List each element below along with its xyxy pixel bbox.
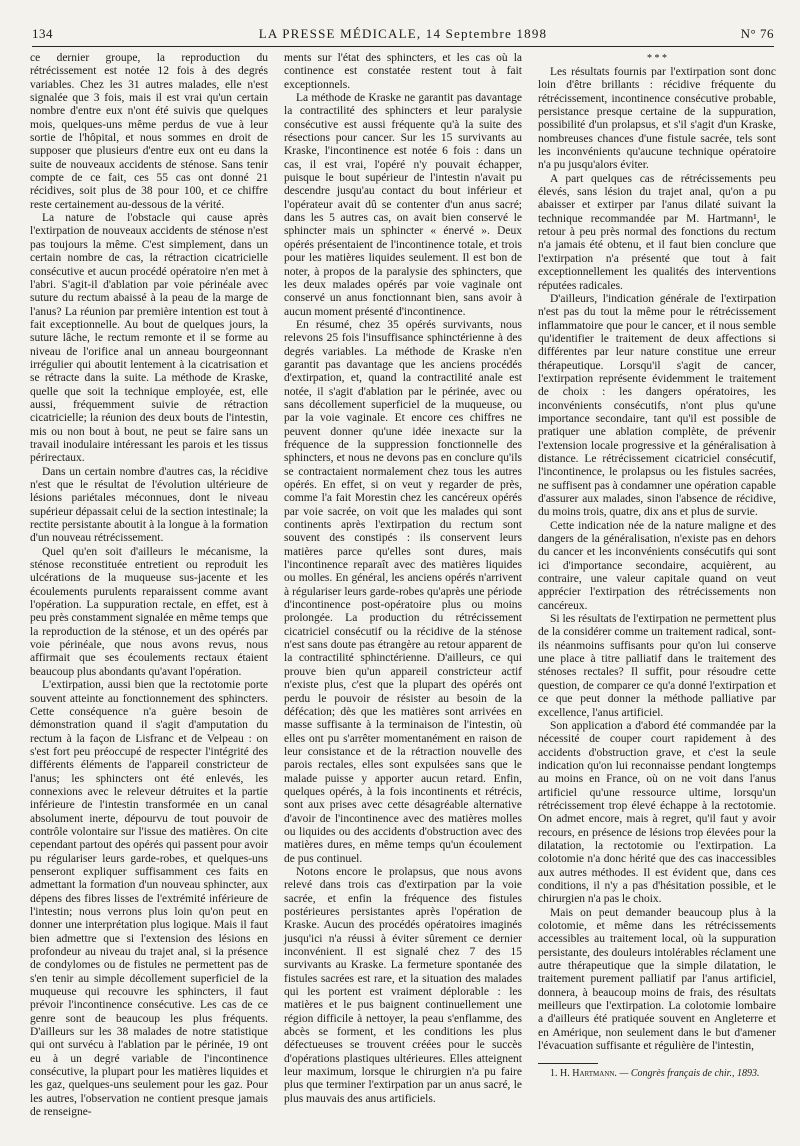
- text-column-left: [30, 52, 268, 1119]
- footnote-marker: 1. H.: [550, 1068, 570, 1080]
- paragraph: En résumé, chez 35 opérés survivants, nous relevons 25 fois l'insuffisance sphinctérienne à des degrés variables. La méthode de Kraske n'en garantit pas davantage que les anciens procédés d'extirpation, et, quand la contractilité anale est notée, il s'agit d'ablation par le périnée, avec ou sans décollement superficiel de la muqueuse, ou par la voie vaginale. Et encore ces chiffres ne peuvent donner qu'une idée inexacte sur la fréquence de la suppression fonctionnelle des sphincters, et nous ne devons pas en conclure qu'ils se contractaient normalement chez tous les autres opérés. En effet, si on veut y regarder de près, comme l'a fait Morestin chez les cancéreux opérés par voie sacrée, on voit que les malades qui sont continents après l'extirpation du rectum sont souvent des constipés : ils conservent leurs matières parce qu'elles sont dures, mais l'incontinence reparaît avec des matières liquides ou molles. En général, les anciens opérés n'arrivent à régulariser leurs garde-robes qu'après une période d'incontinence post-opératoire plus ou moins prolongée. La production du rétrécissement cicatriciel consécutif ou la récidive de la sténose n'est sans doute pas étrangère au retour apparent de la contractilité sphinctérienne. D'ailleurs, ce qui prouve bien qu'un appareil constricteur actif n'existe plus, c'est que la plupart des opérés ont perdu le pouvoir de résister au besoin de la défécation; dès que les matières sont arrivées en masse suffisante à la terminaison de l'intestin, où elles ont pu s'arrêter momentanément en raison de leur consistance et de la rétraction nouvelle des parois rectales, elles sont expulsées sans que le malade puisse y apporter aucun retard. Enfin, quelques opérés, à la fois incontinents et rétrécis, sont aux prises avec cette désagréable alternative d'avoir de l'incontinence avec des matières molles ou liquides ou des accidents d'obstruction avec des matières dures, en même temps qu'un écoulement de pus continuel.: [284, 318, 522, 865]
- journal-title: LA PRESSE MÉDICALE, 14 Septembre 1898: [258, 26, 548, 41]
- footnote-author: Hartmann.: [572, 1068, 617, 1080]
- paragraph: ce dernier groupe, la reproduction du rétrécissement est notée 12 fois à des degrés variables. Chez les 31 autres malades, elle n'est signalée que 3 fois, mais il est vrai qu'un certain nombre d'entre eux n'ont été suivis que quelques mois, quelques-uns même perdus de vue à leur sortie de l'hôpital, et nous sommes en droit de supposer que plusieurs d'entre eux ont eu dans la suite de nouveaux accidents de sténose. Sans tenir compte de ce fait, ces 55 cas ont donné 21 récidives, soit plus de 38 pour 100, et ce chiffre reste certainement au-dessous de la vérité.: [30, 52, 268, 211]
- section-asterism: * * *: [647, 53, 667, 64]
- footnote-reference: — Congrès français de chir., 1893.: [619, 1068, 760, 1080]
- paragraph: Quel qu'en soit d'ailleurs le mécanisme, la sténose reconstituée entretient ou reproduit les ulcérations de la muqueuse sus-jacente et les écoulements purulents reparaissent comme avant l'opération. La suppuration rectale, en effet, est à peu près constamment signalée en même temps que la reproduction de la sténose, et un des opérés par voie périnéale, que nous avons revus, nous affirmait que ses écoulements rectaux étaient beaucoup plus abondants qu'avant l'opération.: [30, 545, 268, 678]
- paragraph: ments sur l'état des sphincters, et les cas où la continence est constatée restent tout à fait exceptionnels.: [284, 52, 522, 91]
- paragraph: Cette indication née de la nature maligne et des dangers de la généralisation, n'existe pas en dehors du cancer et les inconvénients consécutifs qui sont ici d'importance secondaire, acquièrent, au contraire, une valeur capitale quand on veut apprécier l'extirpation des rétrécissements non cancéreux.: [538, 519, 776, 612]
- footnote: [538, 1068, 776, 1080]
- paragraph: Si les résultats de l'extirpation ne permettent plus de la considérer comme un traitement radical, sont-ils néanmoins suffisants pour qu'on lui conserve une place à titre palliatif dans le traitement des sténoses rectales? Il suffit, pour résoudre cette question, de comparer ce qu'a donné l'extirpation et ce que peut donner la méthode palliative par excellence, l'anus artificiel.: [538, 613, 776, 719]
- paragraph: A part quelques cas de rétrécissements peu élevés, sans lésion du trajet anal, qu'on a pu abaisser et extirper par l'anus dilaté suivant la technique recommandée par M. Hartmann¹, le retour à peu près normal des fonctions du rectum n'a jamais été obtenu, et il faut bien conclure que l'extirpation n'a présenté que tout à fait exceptionnellement les qualités des interventions réputées radicales.: [538, 172, 776, 292]
- paragraph: Les résultats fournis par l'extirpation sont donc loin d'être brillants : récidive fréquente du rétrécissement, incontinence consécutive probable, persistance presque certaine de la suppuration, possibilité d'un prolapsus, et s'il s'agit d'un Kraske, nombreuses chances d'une fistule sacrée, tels sont les inconvénients qu'aucune technique opératoire n'a pu jusqu'alors éviter.: [538, 66, 776, 172]
- running-header: [32, 24, 774, 47]
- text-column-middle: [284, 52, 522, 1112]
- paragraph: Notons encore le prolapsus, que nous avons relevé dans trois cas d'extirpation par la voie sacrée, et enfin la fréquence des fistules postérieures persistantes après l'opération de Kraske. Aucun des procédés opératoires imaginés jusqu'ici n'a réussi à éviter sûrement ce dernier inconvénient. Il est signalé chez 7 des 15 survivants au Kraske. La fermeture spontanée des fistules sacrées est rare, et la situation des malades qui les portent est vraiment déplorable : les matières et le pus baignent continuellement une région difficile à nettoyer, la peau s'enflamme, des abcès se forment, et les conditions les plus défectueuses se trouvent créées pour le succès d'opérations plastiques ultérieures. Elles atteignent leur maximum, lorsque le chirurgien n'a pu faire plus que terminer l'extirpation par un anus sacré, le plus mauvais des anus artificiels.: [284, 865, 522, 1105]
- paragraph: La nature de l'obstacle qui cause après l'extirpation de nouveaux accidents de sténose n'est pas toujours la même. C'est simplement, dans un certain nombre de cas, la rétraction cicatricielle consécutive et aucun procédé opératoire n'en met à l'abri. S'agit-il d'ablation par voie périnéale avec suture du rectum abaissé à la peau de la marge de l'anus? La réunion par première intention est tout à fait exceptionnelle. Au bout de quelques jours, la suture lâche, le rectum remonte et il se forme au niveau de l'orifice anal un anneau bourgeonnant irrégulier qui aboutit lentement à la cicatrisation et se rétracte dans la suite. La méthode de Kraske, quelle que soit la technique employée, est, elle aussi, fréquemment suivie de rétraction cicatricielle; la réunion des deux bouts de l'intestin, mis ou non bout à bout, ne peut se faire sans un travail inodulaire intéressant les parois et les tissus périrectaux.: [30, 212, 268, 465]
- paragraph: La méthode de Kraske ne garantit pas davantage la contractilité des sphincters et leur paralysie consécutive est aussi fréquente qu'à la suite des résections pour cancer. Sur les 15 survivants au Kraske, l'incontinence est notée 6 fois : dans un cas, il est vrai, l'opéré n'y pouvait échapper, puisque le bout supérieur de l'intestin n'avait pu descendre jusqu'au contact du bout inférieur et l'opérateur avait dû se contenter d'un anus sacré; dans les 5 autres cas, on avait bien conservé le sphincter mais un sphincter « énervé ». Deux opérés présentaient de l'incontinence totale, et trois pour les matières liquides seulement. Il est bon de noter, à propos de la paralysie des sphincters, que les deux malades opérés par voie vaginale ont conservé un anus fonctionnant bien, sans avoir à aucun moment présenté d'incontinence.: [284, 92, 522, 318]
- text-column-right: [538, 52, 776, 1112]
- issue-number: N° 76: [740, 26, 774, 41]
- paragraph: Dans un certain nombre d'autres cas, la récidive n'est que le résultat de l'évolution ultérieure de lésions pariétales méconnues, dont le niveau supérieur dépassait celui de la section intestinale; la rectite persistante aboutit à la longue à la formation d'un nouveau rétrécissement.: [30, 465, 268, 545]
- paragraph: Mais on peut demander beaucoup plus à la colotomie, et même dans les rétrécissements accessibles au traitement local, où la suppuration persistante, des douleurs intolérables réclament une autre thérapeutique que la simple dilatation, le traitement purement palliatif par l'anus artificiel, donnera, à beaucoup moins de frais, des résultats meilleurs que l'extirpation. La colotomie lombaire a d'ailleurs été pratiquée souvent en Angleterre et en Amérique, non seulement dans le but d'amener l'évacuation suffisante et régulière de l'intestin,: [538, 906, 776, 1053]
- footnote-rule: [538, 1063, 598, 1064]
- page-number: 134: [32, 26, 53, 41]
- paragraph: D'ailleurs, l'indication générale de l'extirpation n'est pas du tout la même pour le rétrécissement inflammatoire que pour le cancer, et il nous semble qu'identifier le traitement de deux affections si différentes par leur nature constitue une erreur thérapeutique. Lorsqu'il s'agit de cancer, l'extirpation représente évidemment le traitement de choix : les dangers opératoires, les inconvénients consécutifs, n'ont plus qu'une importance secondaire, tant qu'il est possible de pratiquer une ablation complète, de prévenir l'extension locale progressive et la généralisation à distance. Le rétrécissement cicatriciel consécutif, l'incontinence, le prolapsus ou les fistules sacrées, ne suffisent pas à condamner une opération capable d'assurer aux malades, sinon l'absence de récidive, du moins trois, quatre, dix ans et plus de survie.: [538, 292, 776, 519]
- paragraph: L'extirpation, aussi bien que la rectotomie porte souvent atteinte au fonctionnement des sphincters. Cette conséquence n'a guère besoin de démonstration quand il s'agit d'amputation du rectum à la façon de Lisfranc et de Velpeau : on s'est fort peu préoccupé de respecter l'intégrité des différents éléments de l'appareil constricteur de l'anus; les sphincters ont été enlevés, les connexions avec le releveur détruites et la partie inférieure de l'intestin transformée en un canal absolument inerte, dépourvu de tout pouvoir de contrôle volontaire sur l'issue des matières. On cite cependant partout des opérés qui passent pour avoir pu régulariser leurs garde-robes, et quelques-uns penseront expliquer suffisamment ces faits en admettant la formation d'un nouveau sphincter, aux dépens des fibres lisses de l'extrémité inférieure de l'intestin; nous verrons plus loin qu'on peut en donner une interprétation plus logique. Mais il faut bien admettre que si l'extension des lésions en profondeur au niveau du trajet anal, si la présence de condylomes ou de fistules ne permettent pas de s'en tenir au simple décollement superficiel de la muqueuse qui recouvre les sphincters, il faut prévoir l'incontinence consécutive. Les cas de ce genre sont de beaucoup les plus fréquents. D'ailleurs sur les 38 malades de notre statistique qui ont survécu à l'ablation par le périnée, 19 ont eu à un degré variable de l'incontinence consécutive, la plupart pour les matières liquides et les gaz, quelques-uns seulement pour les gaz. Pour les autres, l'observation ne contient presque jamais de renseigne-: [30, 679, 268, 1119]
- paragraph: Son application a d'abord été commandée par la nécessité de couper court rapidement à des accidents d'obstruction grave, et c'est la seule indication qu'on lui reconnaisse pendant longtemps au moins en France, où on ne voit dans l'anus artificiel qu'une ressource ultime, lorsqu'un rétrécissement trop élevé échappe à la rectotomie. On admet encore, mais à regret, qu'il faut y avoir recours, en présence de lésions trop élevées pour la dilatation, la rectotomie ou l'extirpation. La colotomie n'a donc hérité que des cas inaccessibles aux autres méthodes. Il est évident que, dans ces conditions, il n'y a pas d'hésitation possible, et le chirurgien n'a pas le choix.: [538, 719, 776, 906]
